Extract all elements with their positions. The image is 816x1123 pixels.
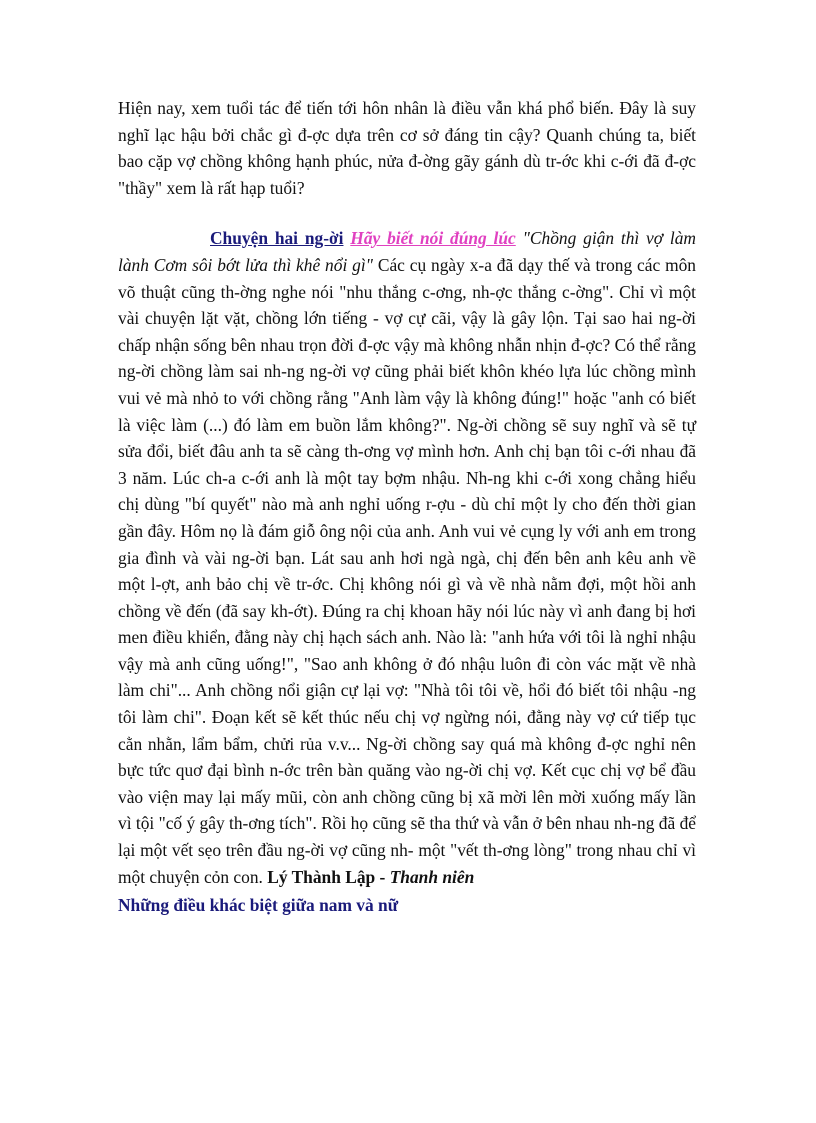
- story-paragraph: [118, 225, 696, 890]
- next-section-heading: Những điều khác biệt giữa nam và nữ: [118, 895, 399, 916]
- intro-paragraph: Hiện nay, xem tuổi tác để tiến tới hôn nhân là điều vẫn khá phổ biến. Đây là suy nghĩ lạc hậu bởi chắc gì đ-ợc dựa trên cơ sở đáng tin cậy? Quanh chúng ta, biết bao cặp vợ chồng không hạnh phúc, nửa đ-ờng gãy gánh dù tr-ớc khi c-ới đã đ-ợc "thầy" xem là rất hạp tuổi?: [118, 98, 696, 198]
- proverb-quote: "Chồng giận thì vợ làm lành Cơm sôi bớt lửa thì khê nổi gì": [118, 228, 696, 275]
- highlight-phrase: Hãy biết nói đúng lúc: [350, 228, 516, 249]
- author-name: Lý Thành Lập -: [262, 866, 390, 887]
- source-name: Thanh niên: [389, 866, 475, 887]
- document-page: [118, 95, 696, 919]
- story-title: Chuyện hai ng-ời: [210, 228, 344, 249]
- story-body: Các cụ ngày x-a đã dạy thế và trong các môn võ thuật cũng th-ờng nghe nói "nhu thắng c-ơng, nh-ợc thắng c-ờng". Chỉ vì một vài chuyện lặt vặt, chồng lớn tiếng - vợ cự cãi, vậy là gây lộn. Tại sao hai ng-ời chấp nhận sống bên nhau trọn đời đ-ợc vậy mà không nhẫn nhịn đ-ợc? Có thể rằng ng-ời chồng làm sai nh-ng ng-ời vợ cũng phải biết khôn khéo lựa lúc chồng mình vui vẻ mà nhỏ to với chồng rằng "Anh làm vậy là không đúng!" hoặc "anh có biết là việc làm (...) đó làm em buồn lắm không?". Ng-ời chồng sẽ suy nghĩ và sẽ tự sửa đổi, biết đâu anh ta sẽ càng th-ơng vợ mình hơn. Anh chị bạn tôi c-ới nhau đã 3 năm. Lúc ch-a c-ới anh là một tay bợm nhậu. Nh-ng khi c-ới xong chẳng hiểu chị dùng "bí quyết" nào mà anh nghỉ uống r-ợu - dù chỉ một ly cho đến thời gian gần đây. Hôm nọ là đám giỗ ông nội của anh. Anh vui vẻ cụng ly với anh em trong gia đình và vài ng-ời bạn. Lát sau anh hơi ngà ngà, chị đến bên anh kêu anh về một l-ợt, anh bảo chị về tr-ớc. Chị không nói gì và về nhà nằm đợi, một hồi anh chồng về đến (đã say kh-ớt). Đúng ra chị khoan hãy nói lúc này vì anh đang bị hơi men điều khiển, đằng này chị hạch sách anh. Nào là: "anh hứa với tôi là nghỉ nhậu vậy mà anh cũng uống!", "Sao anh không ở đó nhậu luôn đi còn vác mặt về nhà làm chi"... Anh chồng nổi giận cự lại vợ: "Nhà tôi tôi về, hổi đó biết tôi nhậu -ng tôi làm chi". Đoạn kết sẽ kết thúc nếu chị vợ ngừng nói, đằng này vợ cứ tiếp tục cằn nhằn, lẩm bẩm, chửi rủa v.v... Ng-ời chồng say quá mà không đ-ợc nghỉ nên bực tức quơ đại bình n-ớc trên bàn quăng vào ng-ời chị vợ. Kết cục chị vợ bể đầu vào viện may lại mấy mũi, còn anh chồng cũng bị xã mời lên mời xuống mấy lần vì tội "cố ý gây th-ơng tích". Rồi họ cũng sẽ tha thứ và vẫn ở bên nhau nh-ng đã để lại một vết sẹo trên đầu ng-ời vợ cũng nh- một "vết th-ơng lòng" trong nhau chỉ vì một chuyện cỏn con.: [118, 254, 696, 887]
